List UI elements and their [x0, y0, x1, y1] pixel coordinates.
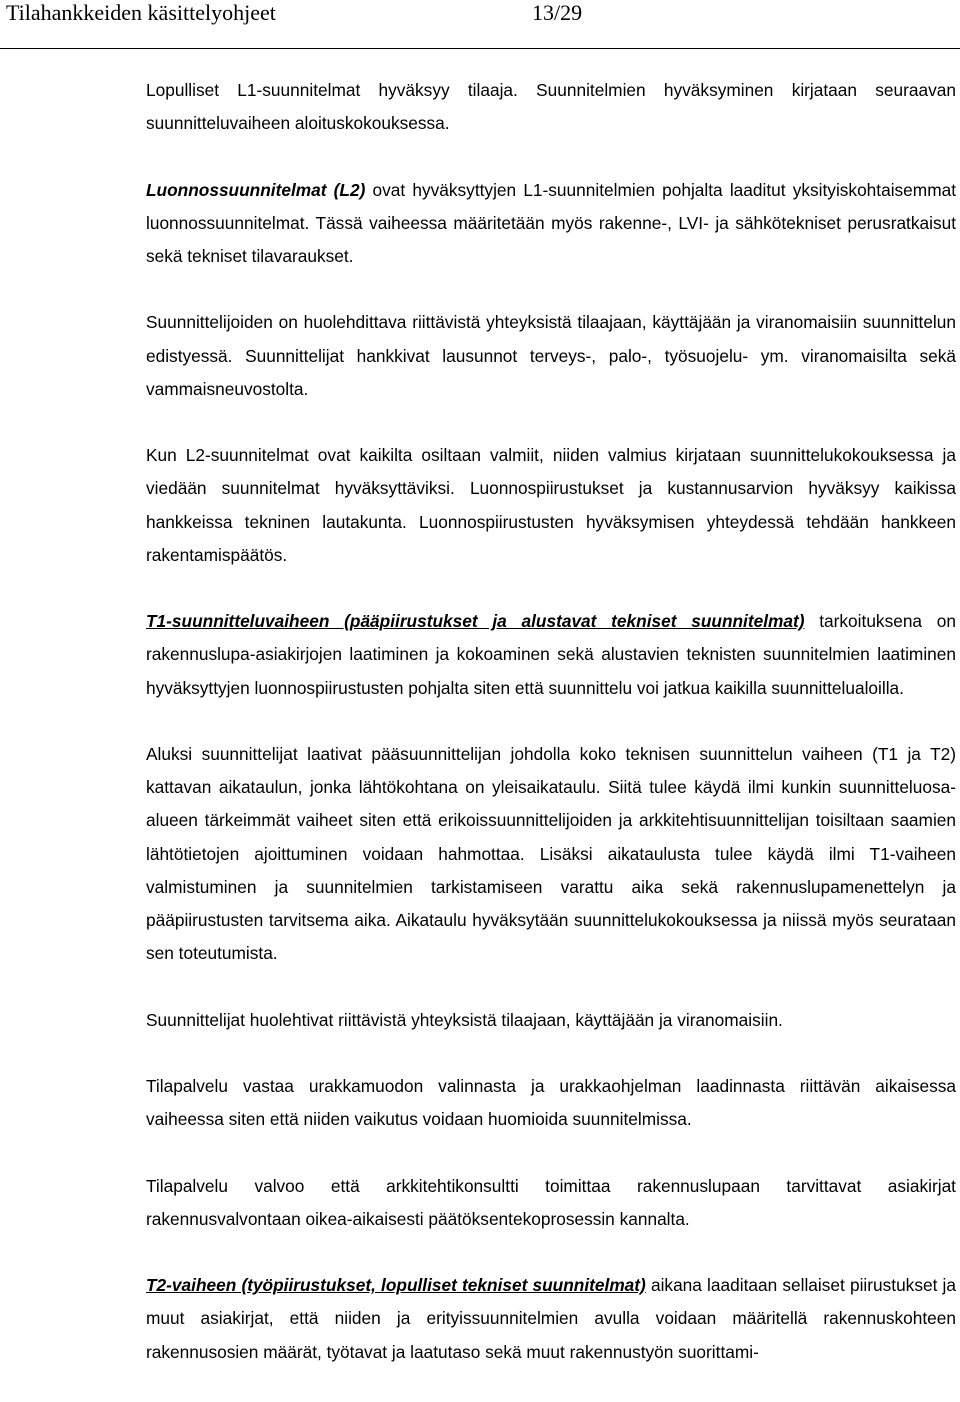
paragraph-text: Lopulliset L1-suunnitelmat hyväksyy tilaaja. Suunnitelmien hyväksyminen kirjataan seuraavan suunnitteluvaiheen aloituskokouksessa. — [146, 80, 956, 134]
paragraph-text: tarkoituksena on rakennuslupa-asiakirjojen laatiminen ja kokoaminen sekä alustavien teknisten suunnitelmien laatiminen hyväksyttyjen luonnospiirustusten pohjalta siten että suunnittelu voi jatkua kaikilla suunnittelualoilla. — [146, 611, 956, 698]
paragraph-t2-phase — [146, 1269, 956, 1369]
paragraph-text: Suunnittelijoiden on huolehdittava riittävistä yhteyksistä tilaajaan, käyttäjään ja viranomaisiin suunnittelun edistyessä. Suunnittelijat hankkivat lausunnot terveys-, palo-, työsuojelu- ym. viranomaisilta sekä vammaisneuvostolta. — [146, 312, 956, 399]
paragraph-building-permit — [146, 1170, 956, 1236]
page-number: 13/29 — [532, 0, 583, 25]
paragraph-text: Kun L2-suunnitelmat ovat kaikilta osiltaan valmiit, niiden valmius kirjataan suunnittelukokouksessa ja viedään suunnitelmat hyväksyttäviksi. Luonnospiirustukset ja kustannusarvion hyväksyy kaikissa hankkeissa tekninen lautakunta. Luonnospiirustusten hyväksymisen yhteydessä tehdään hankkeen rakentamispäätös. — [146, 445, 956, 565]
paragraph-text: aikana laaditaan sellaiset piirustukset ja muut asiakirjat, että niiden ja erityissuunnitelmien avulla voidaan määritellä rakennuskohteen rakennusosien määrät, työtavat ja laatutaso sekä muut rakennustyön suorittami- — [146, 1275, 956, 1362]
paragraph-l2-plans — [146, 174, 956, 274]
paragraph-l1-approval — [146, 74, 956, 140]
paragraph-text: Aluksi suunnittelijat laativat pääsuunnittelijan johdolla koko teknisen suunnittelun vaiheen (T1 ja T2) kattavan aikataulun, jonka lähtökohtana on yleisaikataulu. Siitä tulee käydä ilmi kunkin suunnitteluosa-alueen tärkeimmät vaiheet siten että erikoissuunnittelijoiden ja arkkitehtisuunnittelijan toisiltaan saamien lähtötietojen ajoittuminen voidaan hahmottaa. Lisäksi aikataulusta tulee käydä ilmi T1-vaiheen valmistuminen ja suunnitelmien tarkistamiseen varattu aika sekä rakennuslupamenettelyn ja pääpiirustusten tarvitsema aika. Aikataulu hyväksytään suunnittelukokouksessa ja niissä myös seurataan sen toteutumista. — [146, 743, 956, 964]
header-divider — [0, 48, 960, 49]
paragraph-schedule — [146, 738, 956, 970]
paragraph-lead-heading: Luonnossuunnitelmat (L2) — [146, 179, 366, 200]
paragraph-text: Tilapalvelu valvoo että arkkitehtikonsultti toimittaa rakennuslupaan tarvittavat asiakirjat rakennusvalvontaan oikea-aikaisesti päätöksentekoprosessin kannalta. — [146, 1175, 956, 1229]
paragraph-designer-contacts — [146, 306, 956, 406]
paragraph-lead-heading: T1-suunnitteluvaiheen (pääpiirustukset ja alustavat tekniset suunnitelmat) — [146, 611, 805, 632]
paragraph-lead-heading: T2-vaiheen (työpiirustukset, lopulliset tekniset suunnitelmat) — [146, 1275, 646, 1296]
document-body — [146, 74, 956, 1402]
page-header — [0, 0, 960, 32]
paragraph-text: ovat hyväksyttyjen L1-suunnitelmien pohjalta laaditut yksityiskohtaisemmat luonnossuunnitelmat. Tässä vaiheessa määritetään myös rakenne-, LVI- ja sähkötekniset perusratkaisut sekä tekniset tilavaraukset. — [146, 179, 956, 266]
paragraph-designer-liaison — [146, 1004, 956, 1037]
paragraph-contract-form — [146, 1070, 956, 1136]
paragraph-l2-approval — [146, 439, 956, 572]
document-title: Tilahankkeiden käsittelyohjeet — [6, 0, 276, 25]
paragraph-text: Suunnittelijat huolehtivat riittävistä yhteyksistä tilaajaan, käyttäjään ja viranomaisiin. — [146, 1009, 783, 1030]
paragraph-text: Tilapalvelu vastaa urakkamuodon valinnasta ja urakkaohjelman laadinnasta riittävän aikaisessa vaiheessa siten että niiden vaikutus voidaan huomioida suunnitelmissa. — [146, 1075, 956, 1130]
paragraph-t1-phase — [146, 605, 956, 705]
